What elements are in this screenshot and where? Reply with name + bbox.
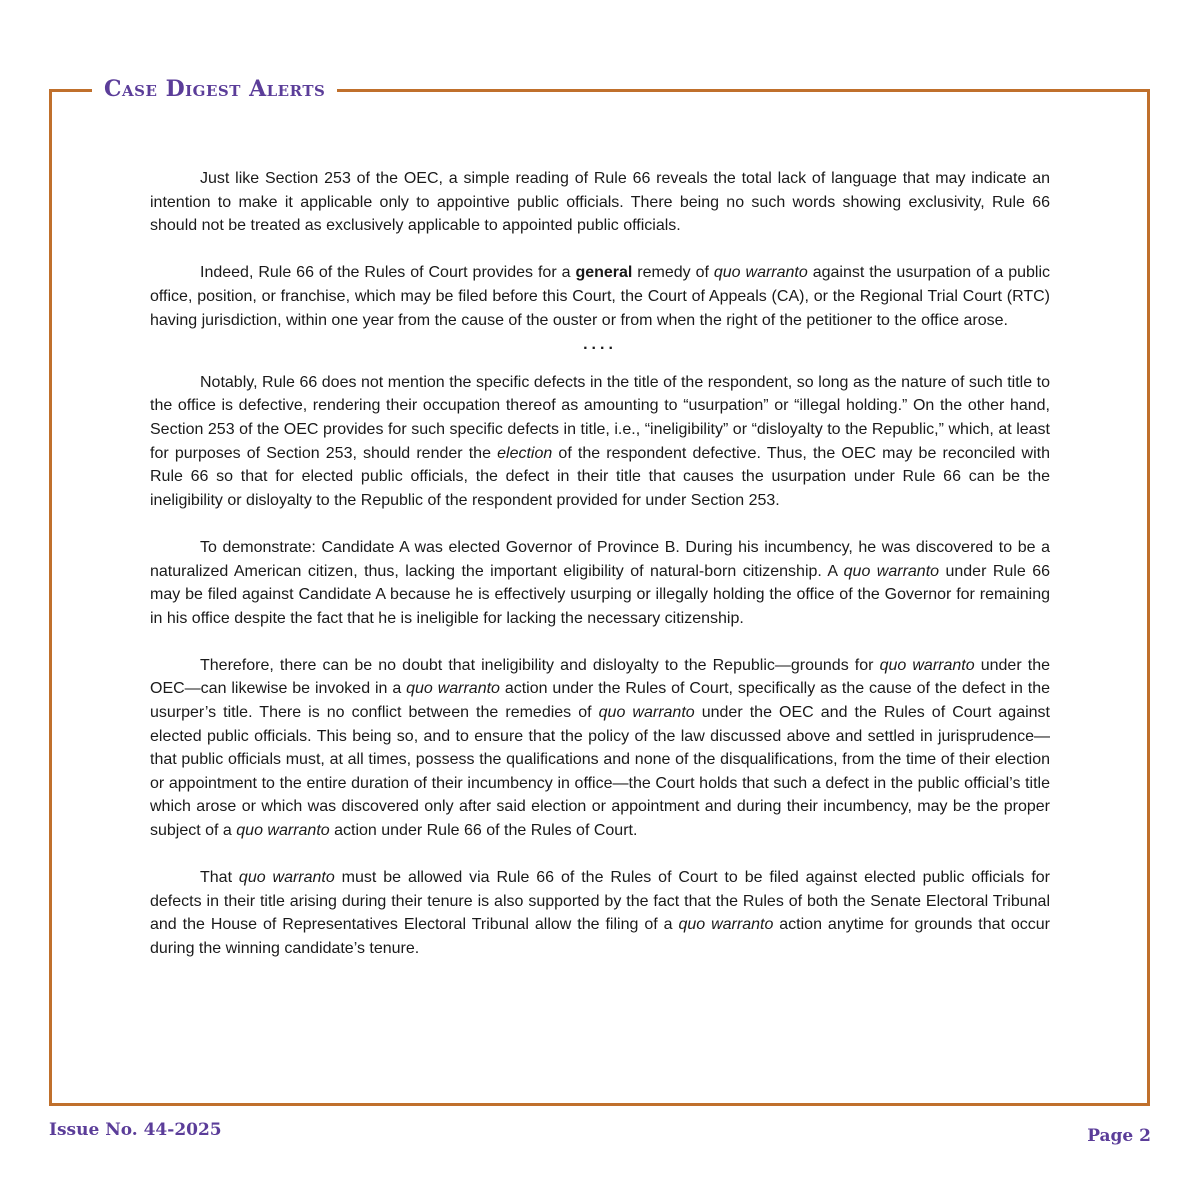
text-run: Notably, Rule 66 does not mention the specific defects in the title of the respondent, so long as the nature of such title to the office is defective, rendering their occupation thereof as amounting to “usurpation” or “illegal holding.” On the other hand, Section 253 of the OEC provides for such specific defects in title, i.e., “ineligibility” or “disloyalty to the Republic,” which, at least for purposes of Section 253, should render the <box>150 373 1050 462</box>
italic-term: quo warranto <box>238 869 335 887</box>
text-run: action under Rule 66 of the Rules of Court. <box>329 822 638 840</box>
text-run: That <box>200 869 239 887</box>
text-run: action under the Rules of Court, specifically as the cause of the defect in the usurper’s title. There is no conflict between the remedies of <box>150 680 1051 722</box>
paragraph-2 <box>150 261 1050 332</box>
text-run: under Rule 66 may be filed against Candidate A because he is effectively usurping or illegally holding the office of the Governor for remaining in his office despite the fact that he is ineligible for lacking the necessary citizenship. <box>150 562 1050 627</box>
italic-term: election <box>497 444 553 462</box>
section-title: Case Digest Alerts <box>92 74 337 104</box>
text-run: Indeed, Rule 66 of the Rules of Court provides for a <box>200 264 576 282</box>
bold-term: general <box>575 264 633 282</box>
text-run: of the respondent defective. Thus, the OEC may be reconciled with Rule 66 so that for elected public officials, the defect in their title that causes the usurpation under Rule 66 can be the ineligibility or disloyalty to the Republic of the respondent provided for under Section 253. <box>150 444 1051 509</box>
text-run: remedy of <box>632 264 714 282</box>
text-run: against the usurpation of a public office, position, or franchise, which may be filed before this Court, the Court of Appeals (CA), or the Regional Trial Court (RTC) having jurisdiction, within one year from the cause of the ouster or from when the right of the petitioner to the office arose. <box>150 264 1051 329</box>
issue-number: Issue No. 44-2025 <box>49 1120 222 1140</box>
document-body <box>150 167 1050 961</box>
text-run: under the OEC—can likewise be invoked in a <box>150 656 1050 698</box>
text-run: under the OEC and the Rules of Court against elected public officials. This being so, and to ensure that the policy of the law discussed above and settled in jurisprudence—that public officials must, at all times, possess the qualifications and none of the disqualifications, from the time of their election or appointment to the entire duration of their incumbency in office—the Court holds that such a defect in the public official’s title which arose or which was discovered only after said election or appointment and during their incumbency, may be the proper subject of a <box>150 704 1051 840</box>
text-run: action anytime for grounds that occur during the winning candidate’s tenure. <box>150 916 1051 957</box>
text-run: To demonstrate: Candidate A was elected Governor of Province B. During his incumbency, he was discovered to be a naturalized American citizen, thus, lacking the important eligibility of natural-born citizenship. A <box>150 538 1050 580</box>
ellipsis-separator: .... <box>583 335 617 353</box>
paragraph-6 <box>150 866 1050 960</box>
italic-term: quo warranto <box>879 656 975 674</box>
page-number: Page 2 <box>1087 1126 1151 1146</box>
paragraph-1: Just like Section 253 of the OEC, a simple reading of Rule 66 reveals the total lack of language that may indicate an intention to make it applicable only to appointive public officials. There being no such words showing exclusivity, Rule 66 should not be treated as exclusively applicable to appointed public officials. <box>150 170 1050 235</box>
paragraph-4 <box>150 536 1050 630</box>
italic-term: quo warranto <box>236 822 330 840</box>
text-run: Therefore, there can be no doubt that ineligibility and disloyalty to the Republic—grounds for <box>200 656 880 674</box>
paragraph-3 <box>150 371 1050 513</box>
italic-term: quo warranto <box>598 704 695 722</box>
italic-term: quo warranto <box>678 916 774 934</box>
italic-term: quo warranto <box>843 562 940 580</box>
text-run: must be allowed via Rule 66 of the Rules of Court to be filed against elected public officials for defects in their title arising during their tenure is also supported by the fact that the Rules of both the Senate Electoral Tribunal and the House of Representatives Electoral Tribunal allow the filing of a <box>150 869 1050 934</box>
italic-term: quo warranto <box>406 680 500 698</box>
paragraph-5 <box>150 654 1050 843</box>
italic-term: quo warranto <box>713 264 808 282</box>
